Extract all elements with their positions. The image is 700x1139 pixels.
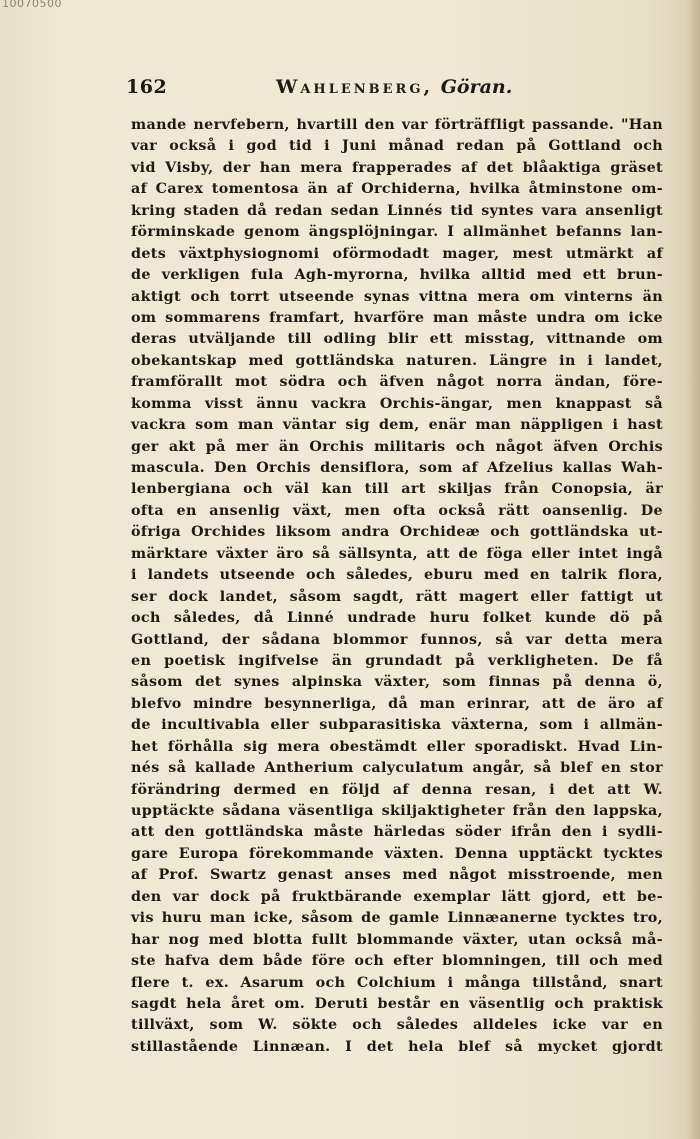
scan-id-label: 10070500 [2,0,62,10]
body-text [131,115,663,1058]
text-line: i landets utseende och således, eburu med en talrik flora, [131,567,663,584]
text-line: förminskade genom ängsplöjningar. I allmänhet befanns lan- [131,224,663,241]
text-line: förändring dermed en följd af denna resan, i det att W. [131,781,663,798]
text-line: framförallt mot södra och äfven något norra ändan, före- [131,374,663,391]
text-line: har nog med blotta fullt blommande växter, utan också må- [131,931,663,948]
text-line: af Carex tomentosa än af Orchiderna, hvilka åtminstone om- [131,181,663,198]
text-line: en poetisk ingifvelse än grundadt på verkligheten. De få [131,652,663,669]
text-line: upptäckte sådana väsentliga skiljaktigheter från den lappska, [131,803,663,819]
page-number: 162 [126,76,168,98]
text-line: märktare växter äro så sällsynta, att de föga eller intet ingå [131,545,663,562]
running-head-name: Wahlenberg, [276,76,434,98]
text-line: vis huru man icke, såsom de gamle Linnæanerne tycktes tro, [131,910,663,927]
text-line: vackra som man väntar sig dem, enär man näppligen i hast [131,417,663,434]
text-line: af Prof. Swartz genast anses med något misstroende, men [131,867,663,884]
text-line: mande nervfebern, hvartill den var förträffligt passande. "Han [131,117,663,133]
text-line: dets växtphysiognomi oförmodadt mager, mest utmärkt af [131,245,663,262]
text-line: om sommarens framfart, hvarföre man måste undra om icke [131,309,663,326]
text-line: obekantskap med gottländska naturen. Längre in i landet, [131,352,663,369]
text-line: ser dock landet, såsom sagdt, rätt magert eller fattigt ut [131,588,663,605]
text-line: vid Visby, der han mera frapperades af det blåaktiga gräset [131,159,663,176]
text-line: tillväxt, som W. sökte och således alldeles icke var en [131,1017,663,1034]
text-line: ger akt på mer än Orchis militaris och något äfven Orchis [131,438,663,455]
text-line: flere t. ex. Asarum och Colchium i många tillstånd, snart [131,974,663,991]
page-edge-shadow [686,0,700,1139]
running-head [276,76,512,98]
text-line: gare Europa förekommande växten. Denna upptäckt tycktes [131,845,663,862]
text-line: blefvo mindre besynnerliga, då man erinrar, att de äro af [131,695,663,712]
text-line: ste hafva dem både före och efter blomningen, till och med [131,953,663,970]
text-line: den var dock på fruktbärande exemplar lätt gjord, ett be- [131,888,663,905]
text-line: och således, då Linné undrade huru folket kunde dö på [131,610,663,627]
text-line: att den gottländska måste härledas söder ifrån den i sydli- [131,824,663,841]
text-line: stillastående Linnæan. I det hela blef så mycket gjordt [131,1038,663,1055]
page-header [126,76,666,102]
text-line: var också i god tid i Juni månad redan på Gottland och [131,138,663,155]
text-line: komma visst ännu vackra Orchis-ängar, men knappast så [131,395,663,412]
text-line: kring staden då redan sedan Linnés tid syntes vara ansenligt [131,202,663,219]
text-line: mascula. Den Orchis densiflora, som af Afzelius kallas Wah- [131,460,663,476]
text-line: nés så kallade Antherium calyculatum angår, så blef en stor [131,760,663,777]
text-line: såsom det synes alpinska växter, som finnas på denna ö, [131,674,663,691]
text-line: Gottland, der sådana blommor funnos, så var detta mera [131,631,663,648]
text-line: de verkligen fula Agh-myrorna, hvilka alltid med ett brun- [131,267,663,284]
text-line: de incultivabla eller subparasitiska växterna, som i allmän- [131,717,663,734]
text-line: het förhålla sig mera obestämdt eller sporadiskt. Hvad Lin- [131,738,663,755]
text-line: lenbergiana och väl kan till art skiljas från Conopsia, är [131,481,663,498]
text-line: öfriga Orchides liksom andra Orchideæ och gottländska ut- [131,524,663,541]
text-line: deras utväljande till odling blir ett misstag, vittnande om [131,331,663,348]
text-line: ofta en ansenlig växt, men ofta också rätt oansenlig. De [131,502,663,519]
text-line: sagdt hela året om. Deruti består en väsentlig och praktisk [131,995,663,1012]
running-head-given: Göran. [440,76,513,98]
text-line: aktigt och torrt utseende synas vittna mera om vinterns än [131,288,663,305]
